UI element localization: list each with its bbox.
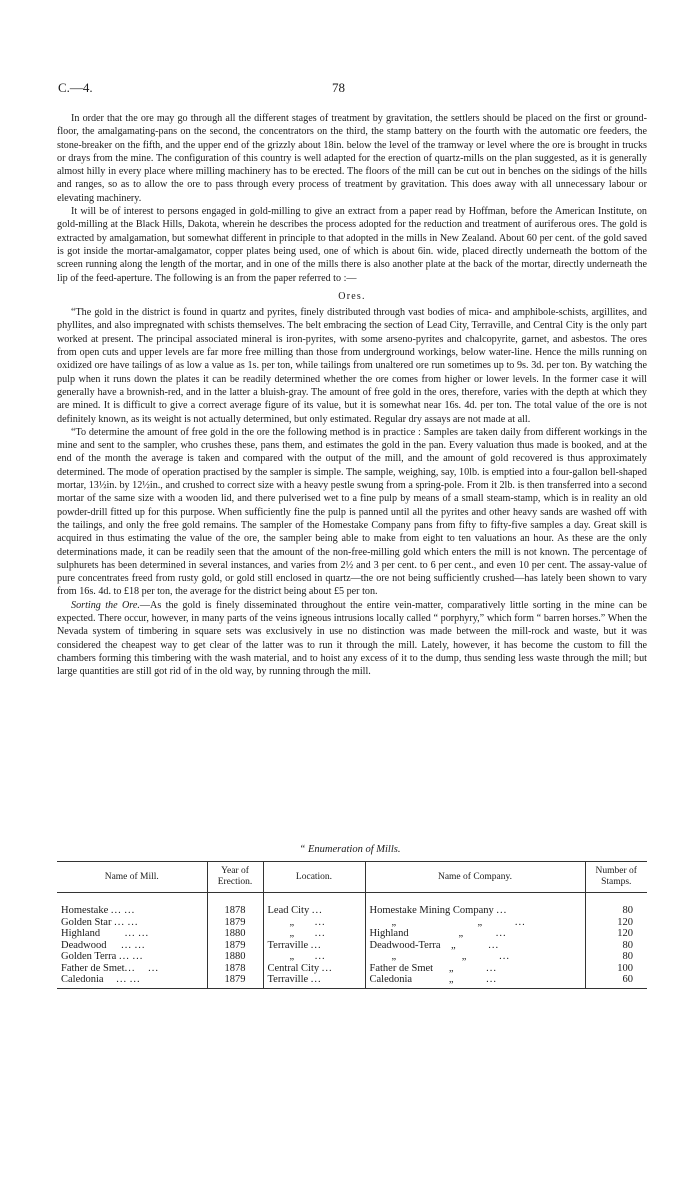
table-row xyxy=(57,905,647,917)
company-name: Deadwood-Terra „ xyxy=(369,939,456,951)
erection-year: 1879 xyxy=(207,917,263,929)
company-name: Caledonia „ xyxy=(369,974,454,985)
stamp-count: 80 xyxy=(585,951,647,963)
leader-dots: ... xyxy=(495,928,507,939)
header-company: Name of Company. xyxy=(365,862,585,893)
company-name: Highland „ xyxy=(369,928,464,939)
table-row xyxy=(57,928,647,940)
mill-name: Highland xyxy=(61,928,101,939)
header-location: Location. xyxy=(263,862,365,893)
header-stamps: Number of Stamps. xyxy=(585,862,647,893)
erection-year: 1880 xyxy=(207,928,263,940)
header-mill-name: Name of Mill. xyxy=(57,862,207,893)
sorting-title: Sorting the Ore. xyxy=(71,599,140,611)
table-spacer-row xyxy=(57,893,647,906)
paragraph-sorting-ore xyxy=(57,599,647,679)
leader-dots: ... xyxy=(124,962,136,974)
paragraph-free-gold-method: “To determine the amount of free gold in the ore the following method is in practice : Samples are taken daily from different workings in the mine and sent to the sampler, who crushes these, pans them, and estimates the gold in the pan. Every valuation thus made is booked, and at the end of the month the average is taken and compared with the output of the mill, and the amount of gold recovered is thus approximately determined. The mode of operation practised by the sampler is simple. The sample, weighing, say, 10lb. is emptied into a four-gallon bell-shaped mortar, 13½in. by 12½in., and crushed to correct size with a heavy pestle swung from a spring-pole. From it 2lb. is then transferred into a second mortar of the same size with a wooden lid, and there pulverised wet to a fine pulp by means of a small steam-stamp, which is in reality an old powder-drill fitted up for this purpose. When sufficiently fine the pulp is panned until all the pyrites and other heavy sands are washed off with the tailings, and only the free gold remains. The sampler of the Homestake Company pans from fifty to fifty-five samples a day. Great skill is acquired in thus estimating the value of the ore, the sampler being able to make from eight to ten valuations an hour. As these are the only determinations made, it can be readily seen that the amount of the non-free-milling gold which enters the mill is not known. The percentage of sulphurets has been determined in several instances, and varies from 2½ and 3 per cent. to 6 per cent., and even 10 per cent. The assay-value of pure concentrates freed from rusty gold, or gold still enclosed in quartz—the ore not being sufficiently crushed—has lately been shown to vary from 16s. 4d. to £18 per ton, the average for the district being about £5 per ton. xyxy=(57,426,647,598)
company-name: „ „ xyxy=(391,916,483,928)
mill-name: Deadwood xyxy=(61,939,107,951)
leader-dots: ... xyxy=(486,962,497,974)
leader-dots: ... xyxy=(121,939,132,951)
table-row xyxy=(57,917,647,929)
erection-year: 1878 xyxy=(207,963,263,975)
mill-location: Central City xyxy=(267,962,320,974)
stamp-count: 100 xyxy=(585,963,647,975)
leader-dots: ... xyxy=(124,928,136,939)
table-row xyxy=(57,951,647,963)
paragraph-ores-description: “The gold in the district is found in quartz and pyrites, finely distributed through vast bodies of mica- and amphibole-schists, argillites, and phyllites, and also impregnated with schists themselves. The belt embracing the section of Lead City, Terraville, and Central City is the only part worked at present. The principal associated mineral is iron-pyrites, with some arseno-pyrites and chalcopyrite, garnet, and asbestos. The ores from open cuts and upper levels are far more free milling than those from underground workings, below water-line. Hence the mills running on oxidized ore have tailings of as low a value as 1s. per ton, while tailings from unaltered ore run sometimes up to 9s. 3d. per ton. By watching the pulp when it runs down the plates it can be readily determined whether the ore comes from higher or lower levels. In the former case it will generally have a brownish-red, and in the latter a bluish-gray. The amount of free gold in the ores, therefore, varies with the depth at which they are mined. It is difficult to give a correct average figure of its value, but it is somewhat near 16s. 4d. per ton. The total value of the ore is not definitely known, as its weight is not actually determined, but only estimated. Regular dry assays are not made at all. xyxy=(57,307,647,425)
company-name: Father de Smet „ xyxy=(369,962,454,974)
mill-location: „ xyxy=(289,951,295,962)
mill-name: Golden Terra xyxy=(61,951,117,962)
mill-location: Terraville xyxy=(267,939,309,951)
page-number: 78 xyxy=(332,80,345,95)
leader-dots: ... xyxy=(127,916,139,928)
table-caption: “ Enumeration of Mills. xyxy=(299,844,401,855)
mill-name: Golden Star xyxy=(61,916,112,928)
leader-dots: ... xyxy=(132,951,144,962)
mill-name: Father de Smet xyxy=(61,962,125,974)
leader-dots: ... xyxy=(314,951,326,962)
mill-location: Lead City xyxy=(267,905,310,916)
table-row xyxy=(57,940,647,952)
ores-heading: Ores. xyxy=(338,290,366,302)
table-header-row xyxy=(57,862,647,893)
leader-dots: ... xyxy=(110,905,122,916)
erection-year: 1880 xyxy=(207,951,263,963)
paragraph-hoffman-extract: It will be of interest to persons engaged in gold-milling to give an extract from a paper read by Hoffman, before the American Institute, on gold-milling at the Black Hills, Dakota, wherein he describes the process adopted for the reduction and treatment of auriferous ores. The gold is extracted by amalgamation, but somewhat different in principle to that adopted in the mills in New Zealand. About 60 per cent. of the gold saved is got inside the mortar-amalgamator, copper plates being used, one of which is about 6in. wide, placed directly underneath the bottom of the screen running along the length of the mortar, and in one of the mills there is also another plate at the back of the mortar, directly underneath the lip of the feed-aperture. The following is an from the paper referred to :— xyxy=(57,206,647,284)
leader-dots: ... xyxy=(129,974,141,985)
stamp-count: 80 xyxy=(585,905,647,917)
document-body xyxy=(57,112,647,678)
leader-dots: ... xyxy=(148,962,159,974)
stamp-count: 80 xyxy=(585,940,647,952)
stamp-count: 60 xyxy=(585,974,647,988)
paragraph-gravitation: In order that the ore may go through all the different stages of treatment by gravitation, the settlers should be placed on the first or ground-floor, the amalgamating-pans on the second, the concentrators on the third, the stamp battery on the fourth with the automatic ore feeders, the stone-breaker on the fifth, and the upper end of the grizzly about 18in. below the level of the tramway or level where the ore is brought in trucks or drays from the mine. The configuration of this country is well adapted for the erection of quartz-mills on the plan suggested, as it is generally almost hilly in every place where milling machinery has to be erected. The floors of the mill can be cut out in benches on the sidings of the hills and ranges, so as to allow the ore to pass through every process of treatment by gravitation. This does away with all unnecessary labour or elevating machinery. xyxy=(57,113,647,204)
stamp-count: 120 xyxy=(585,917,647,929)
mill-name: Caledonia xyxy=(61,974,104,985)
leader-dots: ... xyxy=(116,974,128,985)
leader-dots: ... xyxy=(321,962,333,974)
leader-dots: ... xyxy=(499,951,510,962)
table-row xyxy=(57,963,647,975)
leader-dots: ... xyxy=(488,939,500,951)
leader-dots: ... xyxy=(114,916,125,928)
erection-year: 1878 xyxy=(207,905,263,917)
leader-dots: ... xyxy=(118,951,130,962)
report-reference: C.—4. xyxy=(58,80,93,95)
sorting-text: —As the gold is finely disseminated throughout the entire vein-matter, comparatively little sorting in the mine can be expected. There occur, however, in many parts of the veins igneous intrusions locally called “ porphyry,” which form “ barren horses.” When the Nevada system of timbering in square sets was exclusively in use no distinction was made between the mill-rock and waste, but it was considered the cheapest way to get clear of the latter was to run it through the mill. Lately, however, it has become the custom to fill the chambers forming this timbering with the wash material, and to hoist any excess of it to the dump, thus sending less waste through the mill; but large quantities are still got rid of in the old way, by running through the mill. xyxy=(57,599,647,678)
leader-dots: ... xyxy=(496,905,508,916)
leader-dots: ... xyxy=(486,974,497,985)
leader-dots: ... xyxy=(124,905,136,916)
stamp-count: 120 xyxy=(585,928,647,940)
leader-dots: ... xyxy=(311,905,323,916)
erection-year: 1879 xyxy=(207,940,263,952)
leader-dots: ... xyxy=(138,928,150,939)
leader-dots: ... xyxy=(514,916,526,928)
company-name: „ „ xyxy=(391,951,467,962)
mill-location: „ xyxy=(289,916,295,928)
mill-name: Homestake xyxy=(61,905,109,916)
table-row xyxy=(57,974,647,988)
mills-table xyxy=(57,861,647,989)
leader-dots: ... xyxy=(314,916,326,928)
header-year: Year of Erection. xyxy=(207,862,263,893)
leader-dots: ... xyxy=(314,928,326,939)
company-name: Homestake Mining Company xyxy=(369,905,494,916)
mill-location: „ xyxy=(289,928,295,939)
leader-dots: ... xyxy=(310,939,322,951)
leader-dots: ... xyxy=(310,974,322,985)
mill-location: Terraville xyxy=(267,974,309,985)
leader-dots: ... xyxy=(134,939,146,951)
erection-year: 1879 xyxy=(207,974,263,988)
